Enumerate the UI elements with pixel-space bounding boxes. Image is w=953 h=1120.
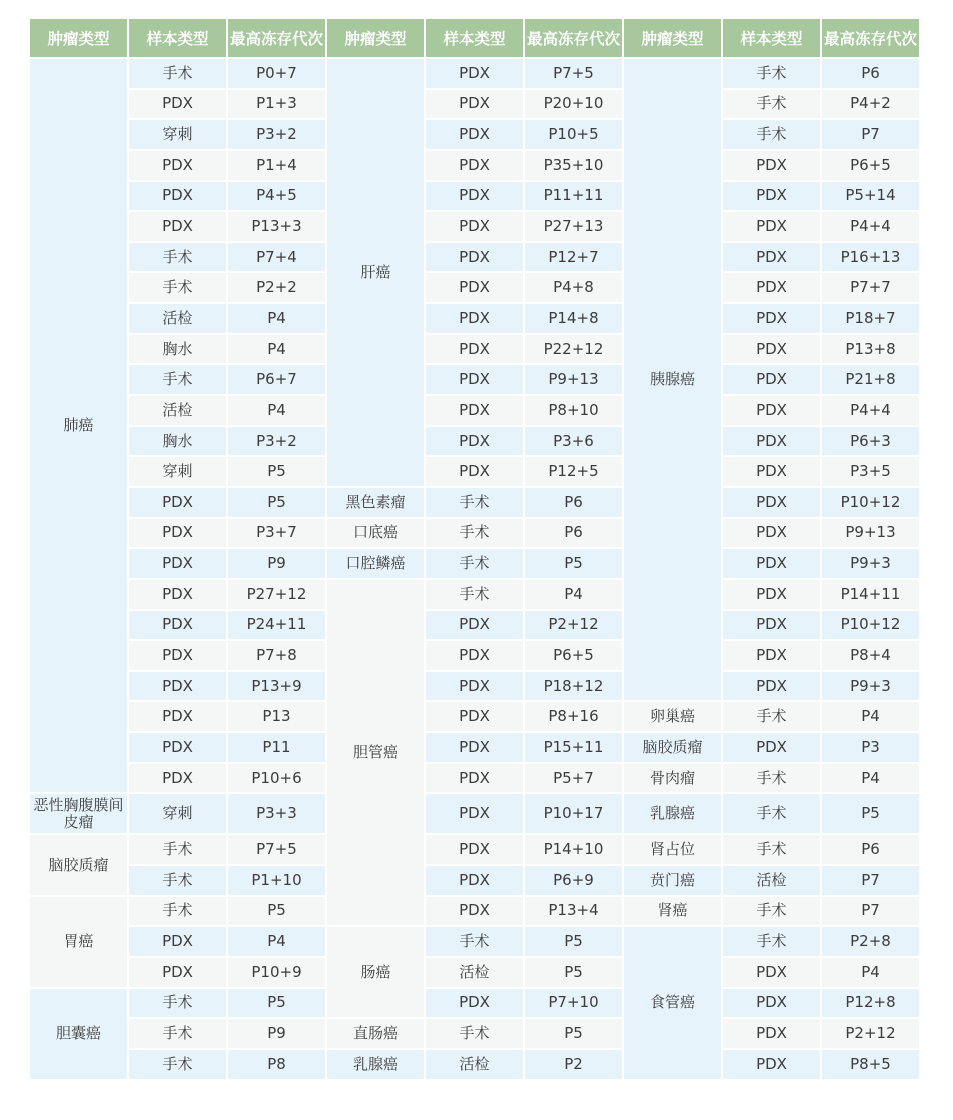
tumor-type-cell: 口底癌: [327, 519, 424, 548]
table-row: [30, 866, 919, 895]
max-passage-cell: P12+5: [525, 457, 622, 486]
sample-type-cell: PDX: [723, 243, 820, 272]
tumor-type-cell: 肺癌: [30, 59, 127, 792]
max-passage-cell: P4+8: [525, 273, 622, 302]
max-passage-cell: P7: [822, 120, 919, 149]
max-passage-cell: P5: [822, 794, 919, 833]
max-passage-cell: P24+11: [228, 611, 325, 640]
tumor-type-cell: 脑胶质瘤: [30, 835, 127, 894]
max-passage-cell: P5: [525, 549, 622, 578]
header-tumor-type: 肿瘤类型: [624, 19, 721, 57]
max-passage-cell: P10+17: [525, 794, 622, 833]
max-passage-cell: P18+7: [822, 304, 919, 333]
sample-type-cell: PDX: [723, 672, 820, 701]
sample-type-cell: PDX: [426, 243, 523, 272]
sample-type-cell: PDX: [129, 641, 226, 670]
max-passage-cell: P3+2: [228, 120, 325, 149]
table-row: [30, 794, 919, 833]
sample-type-cell: 手术: [129, 989, 226, 1018]
max-passage-cell: P35+10: [525, 151, 622, 180]
table-row: [30, 611, 919, 640]
sample-type-cell: PDX: [723, 273, 820, 302]
sample-type-cell: PDX: [426, 396, 523, 425]
max-passage-cell: P4: [228, 927, 325, 956]
max-passage-cell: P3+5: [822, 457, 919, 486]
passage-table: [28, 17, 921, 1081]
sample-type-cell: PDX: [426, 764, 523, 793]
max-passage-cell: P2+12: [525, 611, 622, 640]
sample-type-cell: PDX: [426, 273, 523, 302]
sample-type-cell: PDX: [129, 212, 226, 241]
max-passage-cell: P6+7: [228, 365, 325, 394]
tumor-type-cell: 肝癌: [327, 59, 424, 486]
table-row: [30, 365, 919, 394]
max-passage-cell: P9+13: [822, 519, 919, 548]
max-passage-cell: P13: [228, 702, 325, 731]
header-max-passage: 最高冻存代次: [525, 19, 622, 57]
max-passage-cell: P12+8: [822, 989, 919, 1018]
max-passage-cell: P1+3: [228, 90, 325, 119]
table-row: [30, 304, 919, 333]
tumor-type-cell: 食管癌: [624, 927, 721, 1078]
sample-type-cell: 手术: [723, 764, 820, 793]
sample-type-cell: PDX: [129, 672, 226, 701]
max-passage-cell: P5: [228, 989, 325, 1018]
max-passage-cell: P18+12: [525, 672, 622, 701]
sample-type-cell: PDX: [426, 335, 523, 364]
max-passage-cell: P6+3: [822, 427, 919, 456]
sample-type-cell: 穿刺: [129, 794, 226, 833]
sample-type-cell: 手术: [129, 835, 226, 864]
max-passage-cell: P4: [822, 958, 919, 987]
sample-type-cell: 手术: [723, 835, 820, 864]
tumor-type-cell: 胰腺癌: [624, 59, 721, 700]
sample-type-cell: 手术: [426, 1019, 523, 1048]
table-row: [30, 151, 919, 180]
sample-type-cell: PDX: [426, 794, 523, 833]
sample-type-cell: 活检: [426, 1050, 523, 1079]
sample-type-cell: 胸水: [129, 427, 226, 456]
sample-type-cell: PDX: [426, 120, 523, 149]
table-row: [30, 457, 919, 486]
table-row: [30, 212, 919, 241]
sample-type-cell: PDX: [426, 897, 523, 926]
max-passage-cell: P11+11: [525, 182, 622, 211]
max-passage-cell: P12+7: [525, 243, 622, 272]
max-passage-cell: P5: [228, 897, 325, 926]
max-passage-cell: P6+5: [822, 151, 919, 180]
max-passage-cell: P10+6: [228, 764, 325, 793]
max-passage-cell: P5: [525, 958, 622, 987]
sample-type-cell: PDX: [129, 733, 226, 762]
sample-type-cell: PDX: [426, 866, 523, 895]
sample-type-cell: PDX: [426, 835, 523, 864]
sample-type-cell: PDX: [426, 427, 523, 456]
max-passage-cell: P7: [822, 897, 919, 926]
sample-type-cell: 手术: [723, 59, 820, 88]
sample-type-cell: PDX: [426, 365, 523, 394]
table-row: [30, 764, 919, 793]
tumor-type-cell: 恶性胸腹膜间皮瘤: [30, 794, 127, 833]
max-passage-cell: P4: [228, 335, 325, 364]
max-passage-cell: P13+8: [822, 335, 919, 364]
header-row: [30, 19, 919, 57]
max-passage-cell: P10+9: [228, 958, 325, 987]
max-passage-cell: P11: [228, 733, 325, 762]
sample-type-cell: 穿刺: [129, 120, 226, 149]
max-passage-cell: P9: [228, 1019, 325, 1048]
sample-type-cell: PDX: [723, 958, 820, 987]
sample-type-cell: PDX: [723, 641, 820, 670]
tumor-type-cell: 骨肉瘤: [624, 764, 721, 793]
max-passage-cell: P9: [228, 549, 325, 578]
header-sample-type: 样本类型: [129, 19, 226, 57]
table-row: [30, 927, 919, 956]
table-row: [30, 641, 919, 670]
max-passage-cell: P15+11: [525, 733, 622, 762]
sample-type-cell: PDX: [129, 90, 226, 119]
table-row: [30, 1050, 919, 1079]
header-sample-type: 样本类型: [723, 19, 820, 57]
tumor-type-cell: 口腔鳞癌: [327, 549, 424, 578]
sample-type-cell: PDX: [129, 580, 226, 609]
sample-type-cell: PDX: [129, 549, 226, 578]
table-row: [30, 59, 919, 88]
table-row: [30, 1019, 919, 1048]
tumor-type-cell: 黑色素瘤: [327, 488, 424, 517]
table-row: [30, 396, 919, 425]
sample-type-cell: 手术: [129, 59, 226, 88]
sample-type-cell: 手术: [426, 580, 523, 609]
max-passage-cell: P2: [525, 1050, 622, 1079]
table-body: [30, 59, 919, 1079]
max-passage-cell: P4: [822, 764, 919, 793]
sample-type-cell: PDX: [723, 335, 820, 364]
max-passage-cell: P9+3: [822, 672, 919, 701]
header-max-passage: 最高冻存代次: [822, 19, 919, 57]
sample-type-cell: 手术: [723, 794, 820, 833]
table-row: [30, 672, 919, 701]
max-passage-cell: P4+4: [822, 396, 919, 425]
max-passage-cell: P5: [525, 1019, 622, 1048]
sample-type-cell: 活检: [723, 866, 820, 895]
max-passage-cell: P8+10: [525, 396, 622, 425]
sample-type-cell: 胸水: [129, 335, 226, 364]
table-row: [30, 549, 919, 578]
max-passage-cell: P5+7: [525, 764, 622, 793]
sample-type-cell: PDX: [426, 304, 523, 333]
sample-type-cell: 手术: [129, 1019, 226, 1048]
table-row: [30, 702, 919, 731]
max-passage-cell: P7+10: [525, 989, 622, 1018]
max-passage-cell: P10+12: [822, 488, 919, 517]
sample-type-cell: PDX: [129, 611, 226, 640]
table-row: [30, 90, 919, 119]
sample-type-cell: 活检: [129, 304, 226, 333]
max-passage-cell: P14+8: [525, 304, 622, 333]
sample-type-cell: PDX: [426, 457, 523, 486]
sample-type-cell: PDX: [723, 549, 820, 578]
sample-type-cell: PDX: [723, 457, 820, 486]
max-passage-cell: P6+9: [525, 866, 622, 895]
max-passage-cell: P13+9: [228, 672, 325, 701]
sample-type-cell: PDX: [723, 151, 820, 180]
sample-type-cell: PDX: [723, 580, 820, 609]
max-passage-cell: P13+3: [228, 212, 325, 241]
max-passage-cell: P1+4: [228, 151, 325, 180]
table-row: [30, 427, 919, 456]
sample-type-cell: 手术: [723, 897, 820, 926]
tumor-type-cell: 肾占位: [624, 835, 721, 864]
max-passage-cell: P10+12: [822, 611, 919, 640]
sample-type-cell: PDX: [426, 212, 523, 241]
max-passage-cell: P16+13: [822, 243, 919, 272]
max-passage-cell: P14+11: [822, 580, 919, 609]
table-row: [30, 273, 919, 302]
max-passage-cell: P7+4: [228, 243, 325, 272]
sample-type-cell: PDX: [723, 733, 820, 762]
tumor-type-cell: 肠癌: [327, 927, 424, 1017]
tumor-type-cell: 贲门癌: [624, 866, 721, 895]
max-passage-cell: P4+4: [822, 212, 919, 241]
sample-type-cell: 手术: [129, 897, 226, 926]
max-passage-cell: P14+10: [525, 835, 622, 864]
max-passage-cell: P4: [525, 580, 622, 609]
max-passage-cell: P0+7: [228, 59, 325, 88]
header-max-passage: 最高冻存代次: [228, 19, 325, 57]
sample-type-cell: PDX: [426, 733, 523, 762]
max-passage-cell: P3+6: [525, 427, 622, 456]
sample-type-cell: PDX: [426, 611, 523, 640]
max-passage-cell: P2+12: [822, 1019, 919, 1048]
tumor-type-cell: 胆囊癌: [30, 989, 127, 1079]
max-passage-cell: P5+14: [822, 182, 919, 211]
max-passage-cell: P4+2: [822, 90, 919, 119]
sample-type-cell: 手术: [426, 519, 523, 548]
table-row: [30, 897, 919, 926]
sample-type-cell: PDX: [723, 611, 820, 640]
table-row: [30, 519, 919, 548]
max-passage-cell: P4: [228, 304, 325, 333]
header-tumor-type: 肿瘤类型: [327, 19, 424, 57]
sample-type-cell: PDX: [426, 151, 523, 180]
tumor-type-cell: 脑胶质瘤: [624, 733, 721, 762]
tumor-type-cell: 乳腺癌: [624, 794, 721, 833]
max-passage-cell: P27+13: [525, 212, 622, 241]
max-passage-cell: P4: [822, 702, 919, 731]
table-row: [30, 335, 919, 364]
sample-type-cell: PDX: [723, 182, 820, 211]
sample-type-cell: PDX: [723, 519, 820, 548]
max-passage-cell: P5: [228, 457, 325, 486]
max-passage-cell: P3: [822, 733, 919, 762]
sample-type-cell: 手术: [426, 927, 523, 956]
max-passage-cell: P6: [525, 488, 622, 517]
max-passage-cell: P5: [525, 927, 622, 956]
tumor-type-cell: 卵巢癌: [624, 702, 721, 731]
max-passage-cell: P8+16: [525, 702, 622, 731]
sample-type-cell: 手术: [723, 927, 820, 956]
sample-type-cell: PDX: [723, 488, 820, 517]
sample-type-cell: PDX: [426, 641, 523, 670]
sample-type-cell: 活检: [426, 958, 523, 987]
sample-type-cell: PDX: [723, 212, 820, 241]
sample-type-cell: PDX: [723, 365, 820, 394]
max-passage-cell: P6: [525, 519, 622, 548]
max-passage-cell: P2+8: [822, 927, 919, 956]
sample-type-cell: PDX: [129, 764, 226, 793]
sample-type-cell: PDX: [723, 1019, 820, 1048]
max-passage-cell: P4+5: [228, 182, 325, 211]
sample-type-cell: PDX: [426, 90, 523, 119]
sample-type-cell: PDX: [723, 304, 820, 333]
sample-type-cell: PDX: [129, 519, 226, 548]
max-passage-cell: P22+12: [525, 335, 622, 364]
tumor-type-cell: 直肠癌: [327, 1019, 424, 1048]
sample-type-cell: PDX: [426, 182, 523, 211]
sample-type-cell: PDX: [723, 1050, 820, 1079]
max-passage-cell: P20+10: [525, 90, 622, 119]
max-passage-cell: P13+4: [525, 897, 622, 926]
tumor-type-cell: 肾癌: [624, 897, 721, 926]
sample-type-cell: PDX: [723, 396, 820, 425]
sample-type-cell: 手术: [129, 365, 226, 394]
table-row: [30, 835, 919, 864]
max-passage-cell: P7+8: [228, 641, 325, 670]
max-passage-cell: P3+7: [228, 519, 325, 548]
max-passage-cell: P7+5: [525, 59, 622, 88]
sample-type-cell: PDX: [426, 59, 523, 88]
sample-type-cell: PDX: [426, 672, 523, 701]
max-passage-cell: P4: [228, 396, 325, 425]
table-row: [30, 182, 919, 211]
sample-type-cell: PDX: [723, 989, 820, 1018]
sample-type-cell: PDX: [129, 958, 226, 987]
max-passage-cell: P7: [822, 866, 919, 895]
max-passage-cell: P8+5: [822, 1050, 919, 1079]
sample-type-cell: 手术: [723, 120, 820, 149]
max-passage-cell: P6: [822, 59, 919, 88]
table-row: [30, 958, 919, 987]
sample-type-cell: PDX: [129, 182, 226, 211]
tumor-type-cell: 乳腺癌: [327, 1050, 424, 1079]
sample-type-cell: PDX: [129, 151, 226, 180]
sample-type-cell: 穿刺: [129, 457, 226, 486]
sample-type-cell: PDX: [426, 989, 523, 1018]
max-passage-cell: P8: [228, 1050, 325, 1079]
max-passage-cell: P3+2: [228, 427, 325, 456]
header-tumor-type: 肿瘤类型: [30, 19, 127, 57]
max-passage-cell: P21+8: [822, 365, 919, 394]
tumor-type-cell: 胃癌: [30, 897, 127, 987]
sample-type-cell: PDX: [723, 427, 820, 456]
table-row: [30, 989, 919, 1018]
sample-type-cell: PDX: [129, 702, 226, 731]
sample-type-cell: 手术: [426, 488, 523, 517]
table-row: [30, 733, 919, 762]
sample-type-cell: 手术: [129, 1050, 226, 1079]
max-passage-cell: P1+10: [228, 866, 325, 895]
sample-type-cell: 手术: [723, 702, 820, 731]
sample-type-cell: 手术: [129, 866, 226, 895]
sample-type-cell: PDX: [129, 927, 226, 956]
max-passage-cell: P5: [228, 488, 325, 517]
max-passage-cell: P27+12: [228, 580, 325, 609]
table-row: [30, 120, 919, 149]
max-passage-cell: P10+5: [525, 120, 622, 149]
max-passage-cell: P6+5: [525, 641, 622, 670]
sample-type-cell: 手术: [426, 549, 523, 578]
max-passage-cell: P8+4: [822, 641, 919, 670]
sample-type-cell: PDX: [129, 488, 226, 517]
header-sample-type: 样本类型: [426, 19, 523, 57]
max-passage-cell: P9+13: [525, 365, 622, 394]
max-passage-cell: P2+2: [228, 273, 325, 302]
max-passage-cell: P7+7: [822, 273, 919, 302]
sample-type-cell: 手术: [129, 243, 226, 272]
max-passage-cell: P9+3: [822, 549, 919, 578]
sample-type-cell: 手术: [129, 273, 226, 302]
sample-type-cell: 手术: [723, 90, 820, 119]
sample-type-cell: 活检: [129, 396, 226, 425]
max-passage-cell: P3+3: [228, 794, 325, 833]
table-row: [30, 580, 919, 609]
max-passage-cell: P7+5: [228, 835, 325, 864]
max-passage-cell: P6: [822, 835, 919, 864]
table-row: [30, 488, 919, 517]
sample-type-cell: PDX: [426, 702, 523, 731]
table-row: [30, 243, 919, 272]
tumor-type-cell: 胆管癌: [327, 580, 424, 925]
